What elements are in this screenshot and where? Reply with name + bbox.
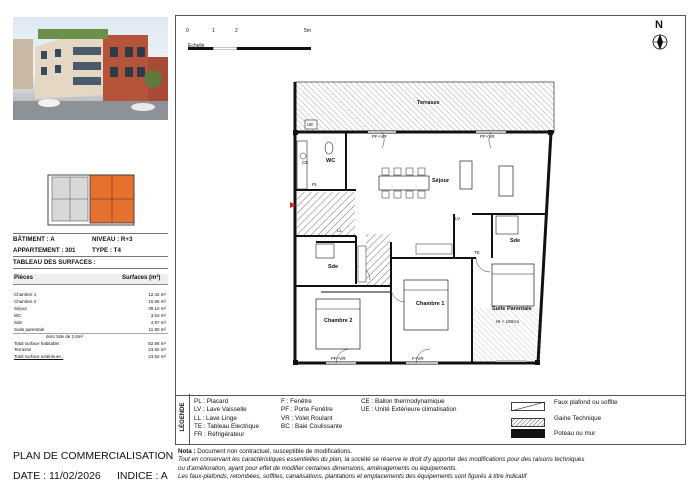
surfaces-title: TABLEAU DES SURFACES :	[13, 259, 96, 266]
hsp-label: Ht < 180cm	[496, 319, 520, 324]
room-wc: WC	[326, 158, 336, 164]
row-value: 11.90 m²	[148, 327, 166, 332]
table-row	[14, 299, 167, 304]
table-row	[14, 306, 167, 311]
north-label: N	[655, 19, 663, 31]
footer-date: DATE : 11/02/2026	[13, 470, 101, 482]
legend-title	[176, 394, 190, 444]
row-name: WC	[14, 313, 22, 318]
legend-item: LL : Lave Linge	[194, 414, 237, 422]
table-row	[14, 320, 167, 325]
te-label: TE	[474, 250, 480, 255]
legend-item: PL : Placard	[194, 398, 229, 405]
floor-plan	[176, 16, 685, 395]
row-name: Chambre 1	[14, 292, 37, 297]
header-pieces: Pièces	[14, 275, 34, 281]
level-label: NIVEAU : R+3	[92, 236, 133, 243]
nota-line-3: ou d'amélioration, ayant pour effet de modifier certaines dimensions, aménagements ou équipements.	[178, 464, 458, 472]
pl-label: PL	[312, 182, 318, 187]
f-vr-label: F+VR	[412, 356, 424, 361]
pf-vr-label-3: PF+VR	[331, 356, 346, 361]
legend-col-1	[194, 398, 259, 439]
total-ext-label: Total surface extérieure :	[14, 354, 64, 359]
ue-label: UE	[307, 122, 314, 127]
room-suite-parentale: Suite Parentale	[492, 306, 532, 312]
row-value: 12.42 m²	[148, 292, 166, 297]
lv-label: LV	[455, 216, 461, 221]
building-rendering	[13, 17, 168, 120]
room-chambre-2: Chambre 2	[324, 318, 353, 324]
table-header	[13, 274, 168, 285]
legend-item: VR : Volet Roulant	[281, 414, 333, 422]
swatch-gaine-icon	[511, 414, 545, 423]
divider	[13, 233, 168, 234]
swatch-poteau-icon	[511, 429, 545, 438]
table-row	[14, 292, 167, 297]
row-name: Sde	[14, 320, 23, 325]
legend-item: BC : Baie Coulissante	[281, 422, 343, 430]
type-label: TYPE : T4	[92, 247, 121, 254]
legend-item: LV : Lave Vaisselle	[194, 406, 247, 414]
building-label: BÂTIMENT : A	[13, 236, 55, 243]
scale-1: 1	[212, 28, 215, 34]
swatch-label-3: Poteau ou mur	[554, 430, 596, 437]
row-name: Séjour	[14, 306, 28, 311]
nota-line-1: Document non contractuel, susceptible de modifications.	[195, 448, 353, 455]
room-sde-2: Sde	[510, 238, 521, 244]
legend-item: FR : Réfrigérateur	[194, 431, 245, 439]
legend-item: CE : Ballon thermodynamique	[361, 398, 445, 405]
nota	[178, 448, 683, 481]
row-value: 10.86 m²	[148, 299, 166, 304]
total-ext-value: 23.92 m²	[148, 354, 166, 359]
row-value: 3.63 m²	[150, 313, 166, 318]
ce-label: CE	[302, 160, 309, 165]
row-value: 39.10 m²	[148, 306, 166, 311]
divider	[13, 256, 168, 257]
row-name: Chambre 2	[14, 299, 37, 304]
legend-col-3	[361, 398, 457, 415]
legend-col-2	[281, 398, 342, 431]
footer-title: PLAN DE COMMERCIALISATION	[13, 450, 174, 462]
key-plan	[44, 171, 139, 229]
nota-line-2: Tout en conservant les caractéristiques essentielles du plan, la société se réserve le droit d'y apporter des modifications pour des raisons techniques	[178, 456, 585, 464]
scale-label: Echelle	[188, 43, 205, 49]
terrasse-label: Terrasse	[14, 347, 32, 352]
sde-note: dont Sde de 2.6m²	[46, 334, 84, 339]
legend-item: F : Fenêtre	[281, 398, 312, 405]
table-row	[14, 354, 167, 359]
room-chambre-1: Chambre 1	[416, 301, 445, 307]
total-hab-label: Total surface habitable :	[14, 341, 62, 346]
room-terrasse: Terrasse	[417, 100, 440, 106]
swatch-label-2: Gaine Technique	[554, 415, 602, 422]
footer-index: INDICE : A	[117, 470, 168, 482]
pf-vr-label-1: PF+VR	[372, 134, 387, 139]
room-sde-1: Sde	[328, 264, 339, 270]
pf-vr-label-2: PF+VR	[480, 134, 495, 139]
ll-label: LL	[337, 228, 343, 233]
legend-title-text: LÉGENDE	[180, 402, 186, 432]
room-sejour: Séjour	[432, 178, 450, 184]
legend-item: PF : Porte Fenêtre	[281, 406, 333, 414]
table-row	[14, 313, 167, 318]
row-name: Suite parentale	[14, 327, 45, 332]
header-surfaces: Surfaces (m²)	[122, 275, 161, 281]
terrasse-value: 23.92 m²	[148, 347, 166, 352]
nota-line-4: Les faux-plafonds, retombées, soffites, canalisations, plantations et emplacements des équipements sont figurés à titre indicatif	[178, 472, 527, 480]
table-row	[14, 341, 167, 346]
legend-item: TE : Tableau Electrique	[194, 422, 259, 430]
nota-label: Nota :	[178, 448, 196, 455]
surfaces-table	[13, 274, 168, 360]
table-row	[14, 347, 167, 352]
apartment-label: APPARTEMENT : 301	[13, 247, 76, 254]
plan-frame	[175, 15, 686, 396]
legend-item: UE : Unité Extérieure climatisation	[361, 406, 457, 414]
table-row	[14, 327, 167, 332]
scale-2: 2	[235, 28, 238, 34]
swatch-faux-plafond-icon	[511, 398, 545, 407]
table-rule	[13, 333, 168, 334]
legend-box	[175, 394, 686, 445]
total-hab-value: 82.88 m²	[148, 341, 166, 346]
scale-0: 0	[186, 28, 189, 34]
divider	[13, 268, 168, 269]
scale-5: 5m	[304, 28, 311, 34]
row-value: 4.97 m²	[150, 320, 166, 325]
swatch-label-1: Faux plafond ou soffite	[554, 399, 618, 406]
